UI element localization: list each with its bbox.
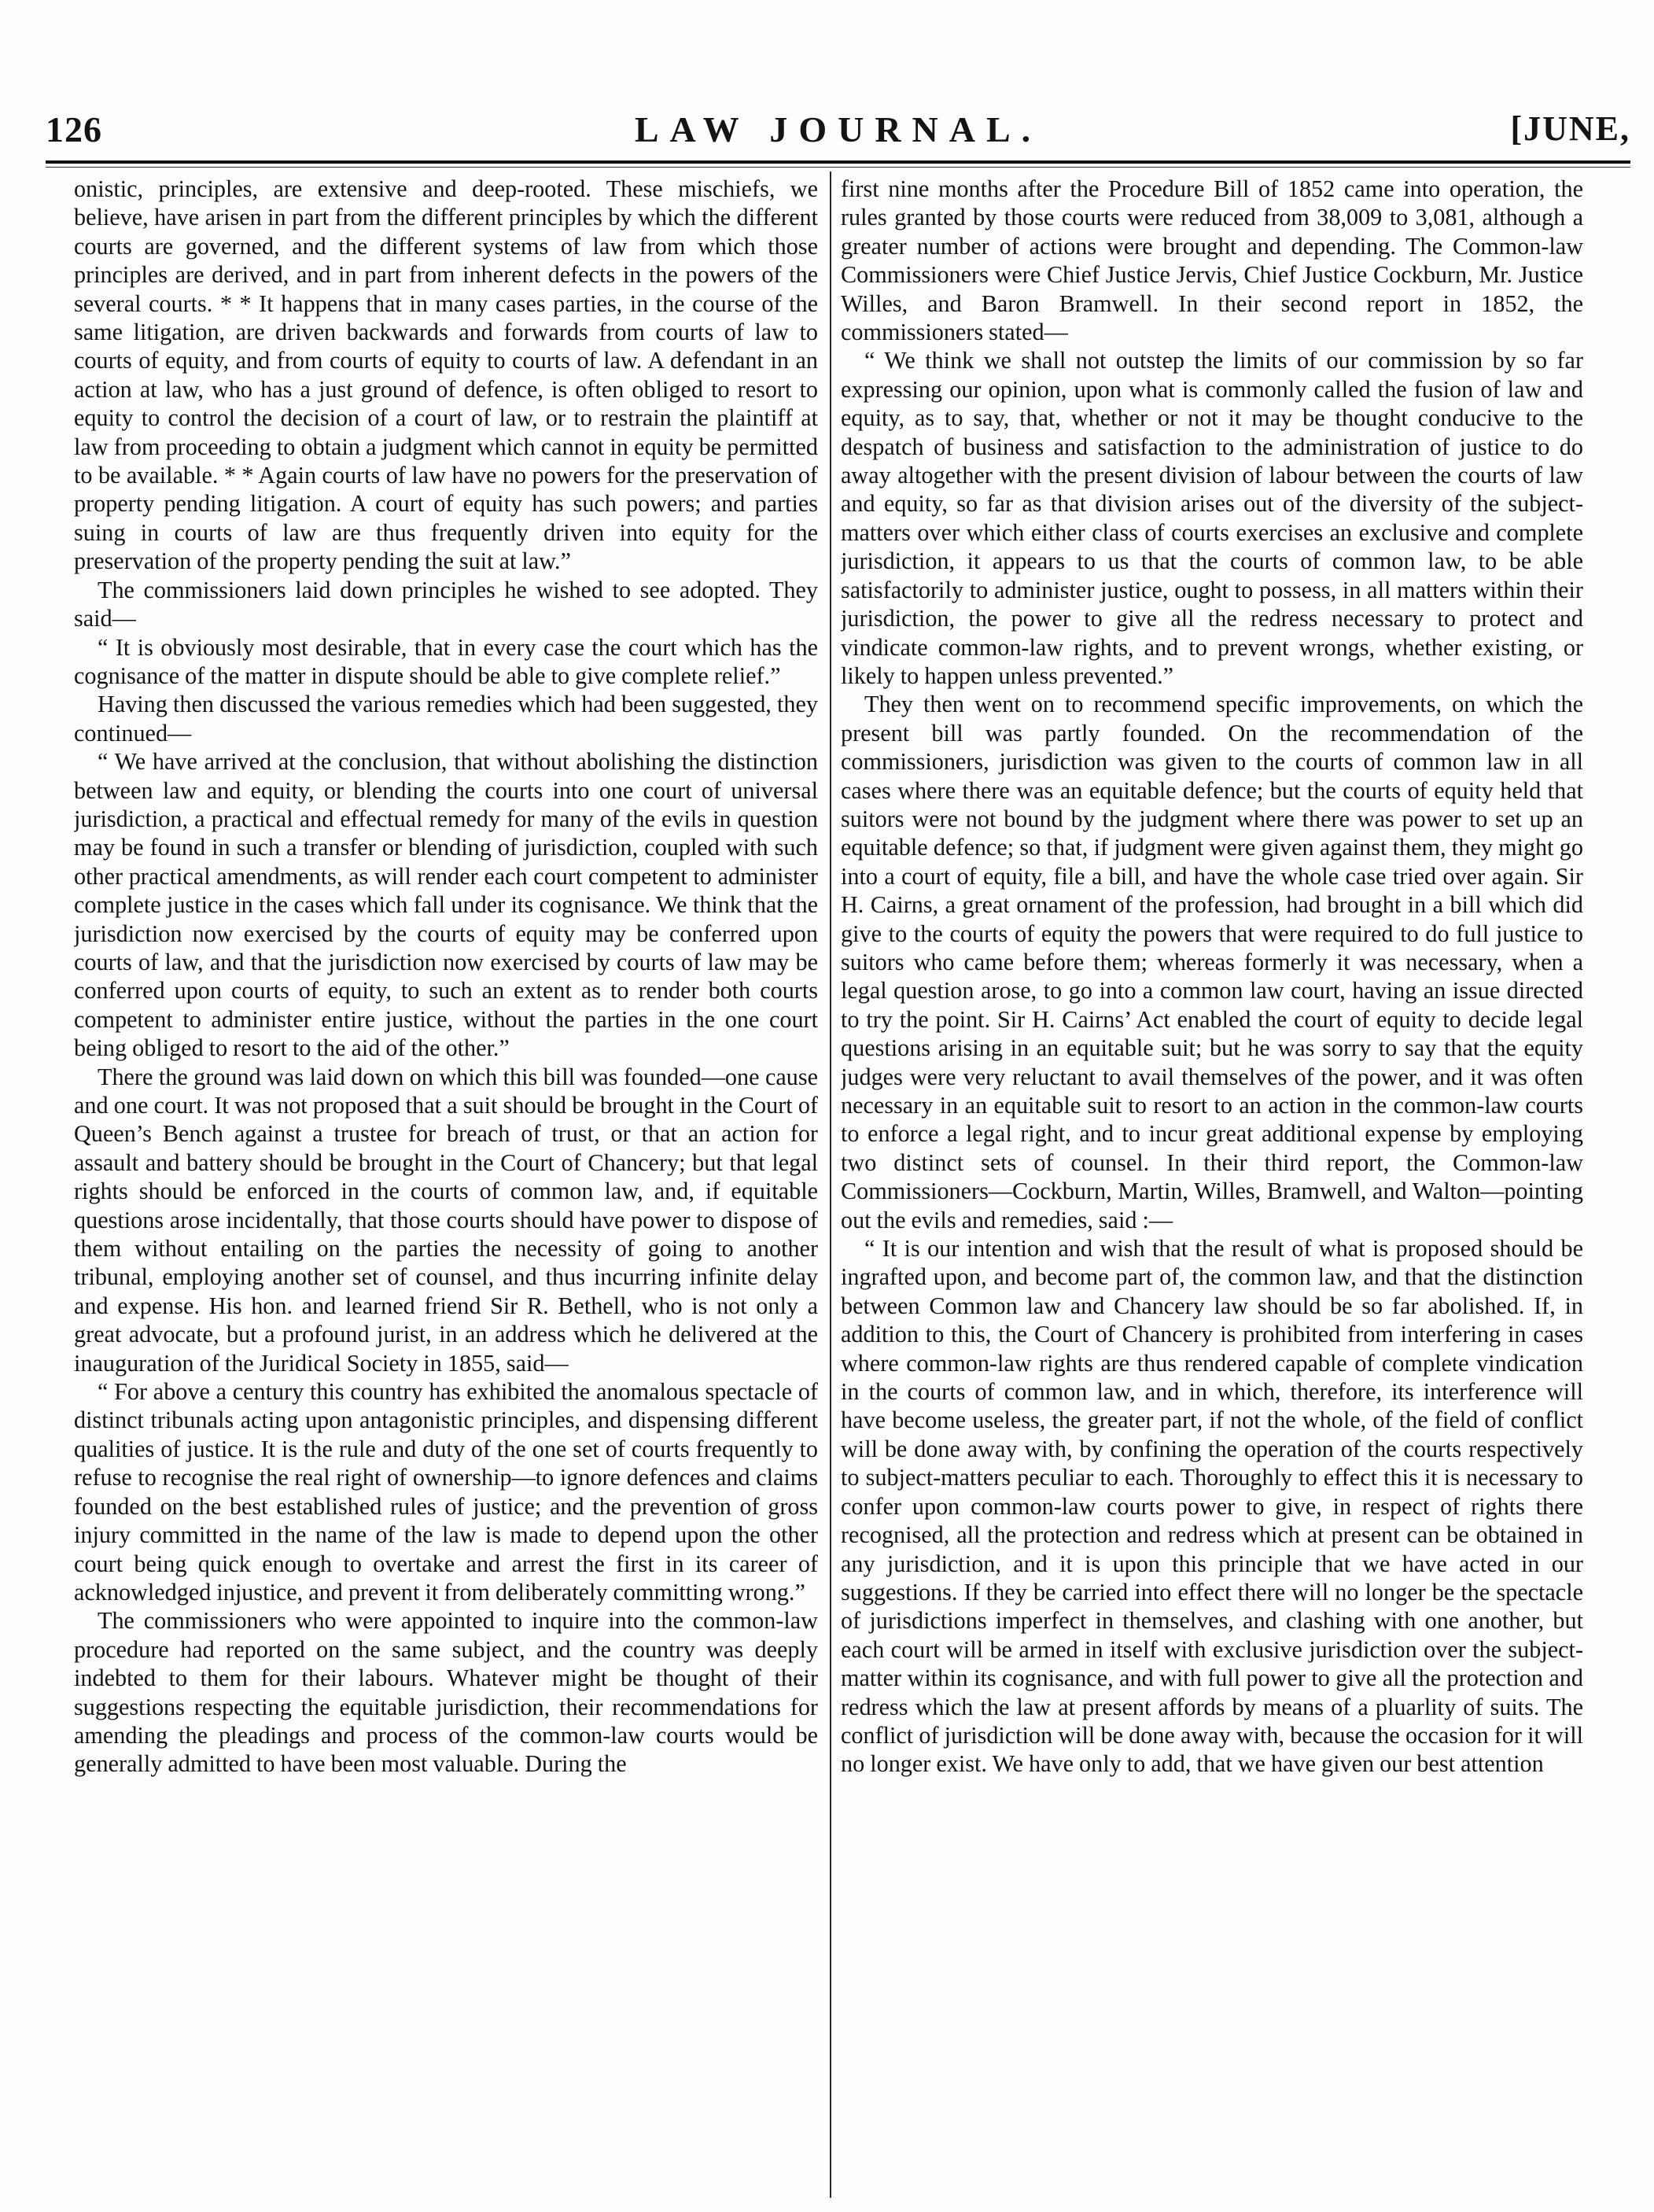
paragraph: There the ground was laid down on which this bill was founded—one cause and one court. It was not proposed that a suit should be brought in the Court of Queen’s Bench against a trustee for breach of trust, or that an action for assault and battery should be brought in the Court of Chancery; but that legal rights should be enforced in the courts of common law, and, if equitable questions arose incidentally, that those courts should have power to dispose of them without entailing on the parties the necessity of going to another tribunal, employing another set of counsel, and thus incurring infinite delay and expense. His hon. and learned friend Sir R. Bethell, who is not only a great advocate, but a profound jurist, in an address which he delivered at the inauguration of the Juridical Society in 1855, said— — [74, 1063, 818, 1377]
paragraph: onistic, principles, are extensive and deep-rooted. These mischiefs, we believe, have arisen in part from the different principles by which the different courts are governed, and the different systems of law from which those principles are derived, and in part from inherent defects in the powers of the several courts. * * It happens that in many cases parties, in the course of the same litigation, are driven backwards and forwards from courts of law to courts of equity, and from courts of equity to courts of law. A defendant in an action at law, who has a just ground of defence, is often obliged to resort to equity to control the decision of a court of law, or to restrain the plaintiff at law from proceeding to obtain a judgment which cannot in equity be permitted to be available. * * Again courts of law have no powers for the preservation of property pending litigation. A court of equity has such powers; and parties suing in courts of law are thus frequently driven into equity for the preservation of the property pending the suit at law.” — [74, 175, 818, 575]
quotation: “ It is obviously most desirable, that in every case the court which has the cognisance of the matter in dispute should be able to give complete relief.” — [74, 633, 818, 689]
paragraph: The commissioners who were appointed to inquire into the common-law procedure had reported on the same subject, and the country was deeply indebted to them for their labours. Whatever might be thought of their suggestions respecting the equitable jurisdiction, their recommendations for amending the pleadings and process of the common-law courts would be generally admitted to have been most valuable. During the — [74, 1607, 818, 1778]
page-number: 126 — [46, 109, 102, 149]
paragraph: first nine months after the Procedure Bill of 1852 came into operation, the rules granted by those courts were reduced from 38,009 to 3,081, although a greater number of actions were brought and depending. The Common-law Commissioners were Chief Justice Jervis, Chief Justice Cockburn, Mr. Justice Willes, and Baron Bramwell. In their second report in 1852, the commissioners stated— — [841, 175, 1583, 346]
paragraph: The commissioners laid down principles he wished to see adopted. They said— — [74, 576, 818, 632]
header-rule — [46, 160, 1630, 164]
quotation: “ For above a century this country has exhibited the anomalous spectacle of distinct tribunals acting upon antagonistic principles, and dispensing different qualities of justice. It is the rule and duty of the one set of courts frequently to refuse to recognise the real right of ownership—to ignore defences and claims founded on the best established rules of justice; and the prevention of gross injury committed in the name of the law is made to depend upon the other court being quick enough to overtake and arrest the first in its career of acknowledged injustice, and prevent it from deliberately committing wrong.” — [74, 1378, 818, 1606]
left-column — [74, 175, 818, 2204]
quotation: “ It is our intention and wish that the result of what is proposed should be ingrafted upon, and become part of, the common law, and that the distinction between Common law and Chancery law should be so far abolished. If, in addition to this, the Court of Chancery is prohibited from interfering in cases where common-law rights are thus rendered capable of complete vindication in the courts of common law, and in which, therefore, its interference will have become useless, the greater part, if not the whole, of the field of conflict will be done away with, by confining the operation of the courts respectively to subject-matters peculiar to each. Thoroughly to effect this it is necessary to confer upon common-law courts power to give, in respect of rights there recognised, all the protection and redress which at present can be obtained in any jurisdiction, and it is upon this principle that we have acted in our suggestions. If they be carried into effect there will no longer be the spectacle of jurisdictions imperfect in themselves, and clashing with one another, but each court will be armed in itself with exclusive jurisdiction over the subject-matter within its cognisance, and with full power to give all the protection and redress which the law at present affords by means of a pluarlity of suits. The conflict of jurisdiction will be done away with, because the occasion for it will no longer exist. We have only to add, that we have given our best attention — [841, 1235, 1583, 1778]
page-header — [46, 109, 1630, 156]
header-month: [JUNE, — [1510, 109, 1630, 148]
column-divider — [830, 171, 831, 2198]
quotation: “ We think we shall not outstep the limits of our commission by so far expressing our opinion, upon what is commonly called the fusion of law and equity, as to say, that, whether or not it may be thought conducive to the despatch of business and satisfaction to the administration of justice to do away altogether with the present division of labour between the courts of law and equity, so far as that division arises out of the diversity of the subject-matters over which either class of courts exercises an exclusive and complete jurisdiction, it appears to us that the courts of common law, to be able satisfactorily to administer justice, ought to possess, in all matters within their jurisdiction, the power to give all the redress necessary to protect and vindicate common-law rights, and to prevent wrongs, whether existing, or likely to happen unless prevented.” — [841, 347, 1583, 689]
quotation: “ We have arrived at the conclusion, that without abolishing the distinction between law and equity, or blending the courts into one court of universal jurisdiction, a practical and effectual remedy for many of the evils in question may be found in such a transfer or blending of jurisdiction, coupled with such other practical amendments, as will render each court competent to administer complete justice in the cases which fall under its cognisance. We think that the jurisdiction now exercised by the courts of equity may be conferred upon courts of law, and that the jurisdiction now exercised by courts of law may be conferred upon courts of equity, to such an extent as to render both courts competent to administer entire justice, without the parties in the one court being obliged to resort to the aid of the other.” — [74, 748, 818, 1062]
running-title: LAW JOURNAL. — [634, 109, 1042, 149]
paragraph: Having then discussed the various remedies which had been suggested, they continued— — [74, 691, 818, 747]
paragraph: They then went on to recommend specific improvements, on which the present bill was partly founded. On the recommendation of the commissioners, jurisdiction was given to the courts of common law in all cases where there was an equitable defence; but the courts of equity held that suitors were not bound by the judgment where there was power to set up an equitable defence; so that, if judgment were given against them, they might go into a court of equity, file a bill, and have the whole case tried over again. Sir H. Cairns, a great ornament of the profession, had brought in a bill which did give to the courts of equity the powers that were required to do full justice to suitors who came before them; whereas formerly it was necessary, when a legal question arose, to go into a common law court, having an issue directed to try the point. Sir H. Cairns’ Act enabled the court of equity to decide legal questions arising in an equitable suit; but he was sorry to say that the equity judges were very reluctant to avail themselves of the power, and it was often necessary in an equitable suit to resort to an action in the common-law courts to enforce a legal right, and to incur great additional expense by employing two distinct sets of counsel. In their third report, the Common-law Commissioners—Cockburn, Martin, Willes, Bramwell, and Walton—pointing out the evils and remedies, said :— — [841, 691, 1583, 1233]
header-rule-thin — [46, 167, 1630, 168]
right-column — [841, 175, 1583, 2204]
